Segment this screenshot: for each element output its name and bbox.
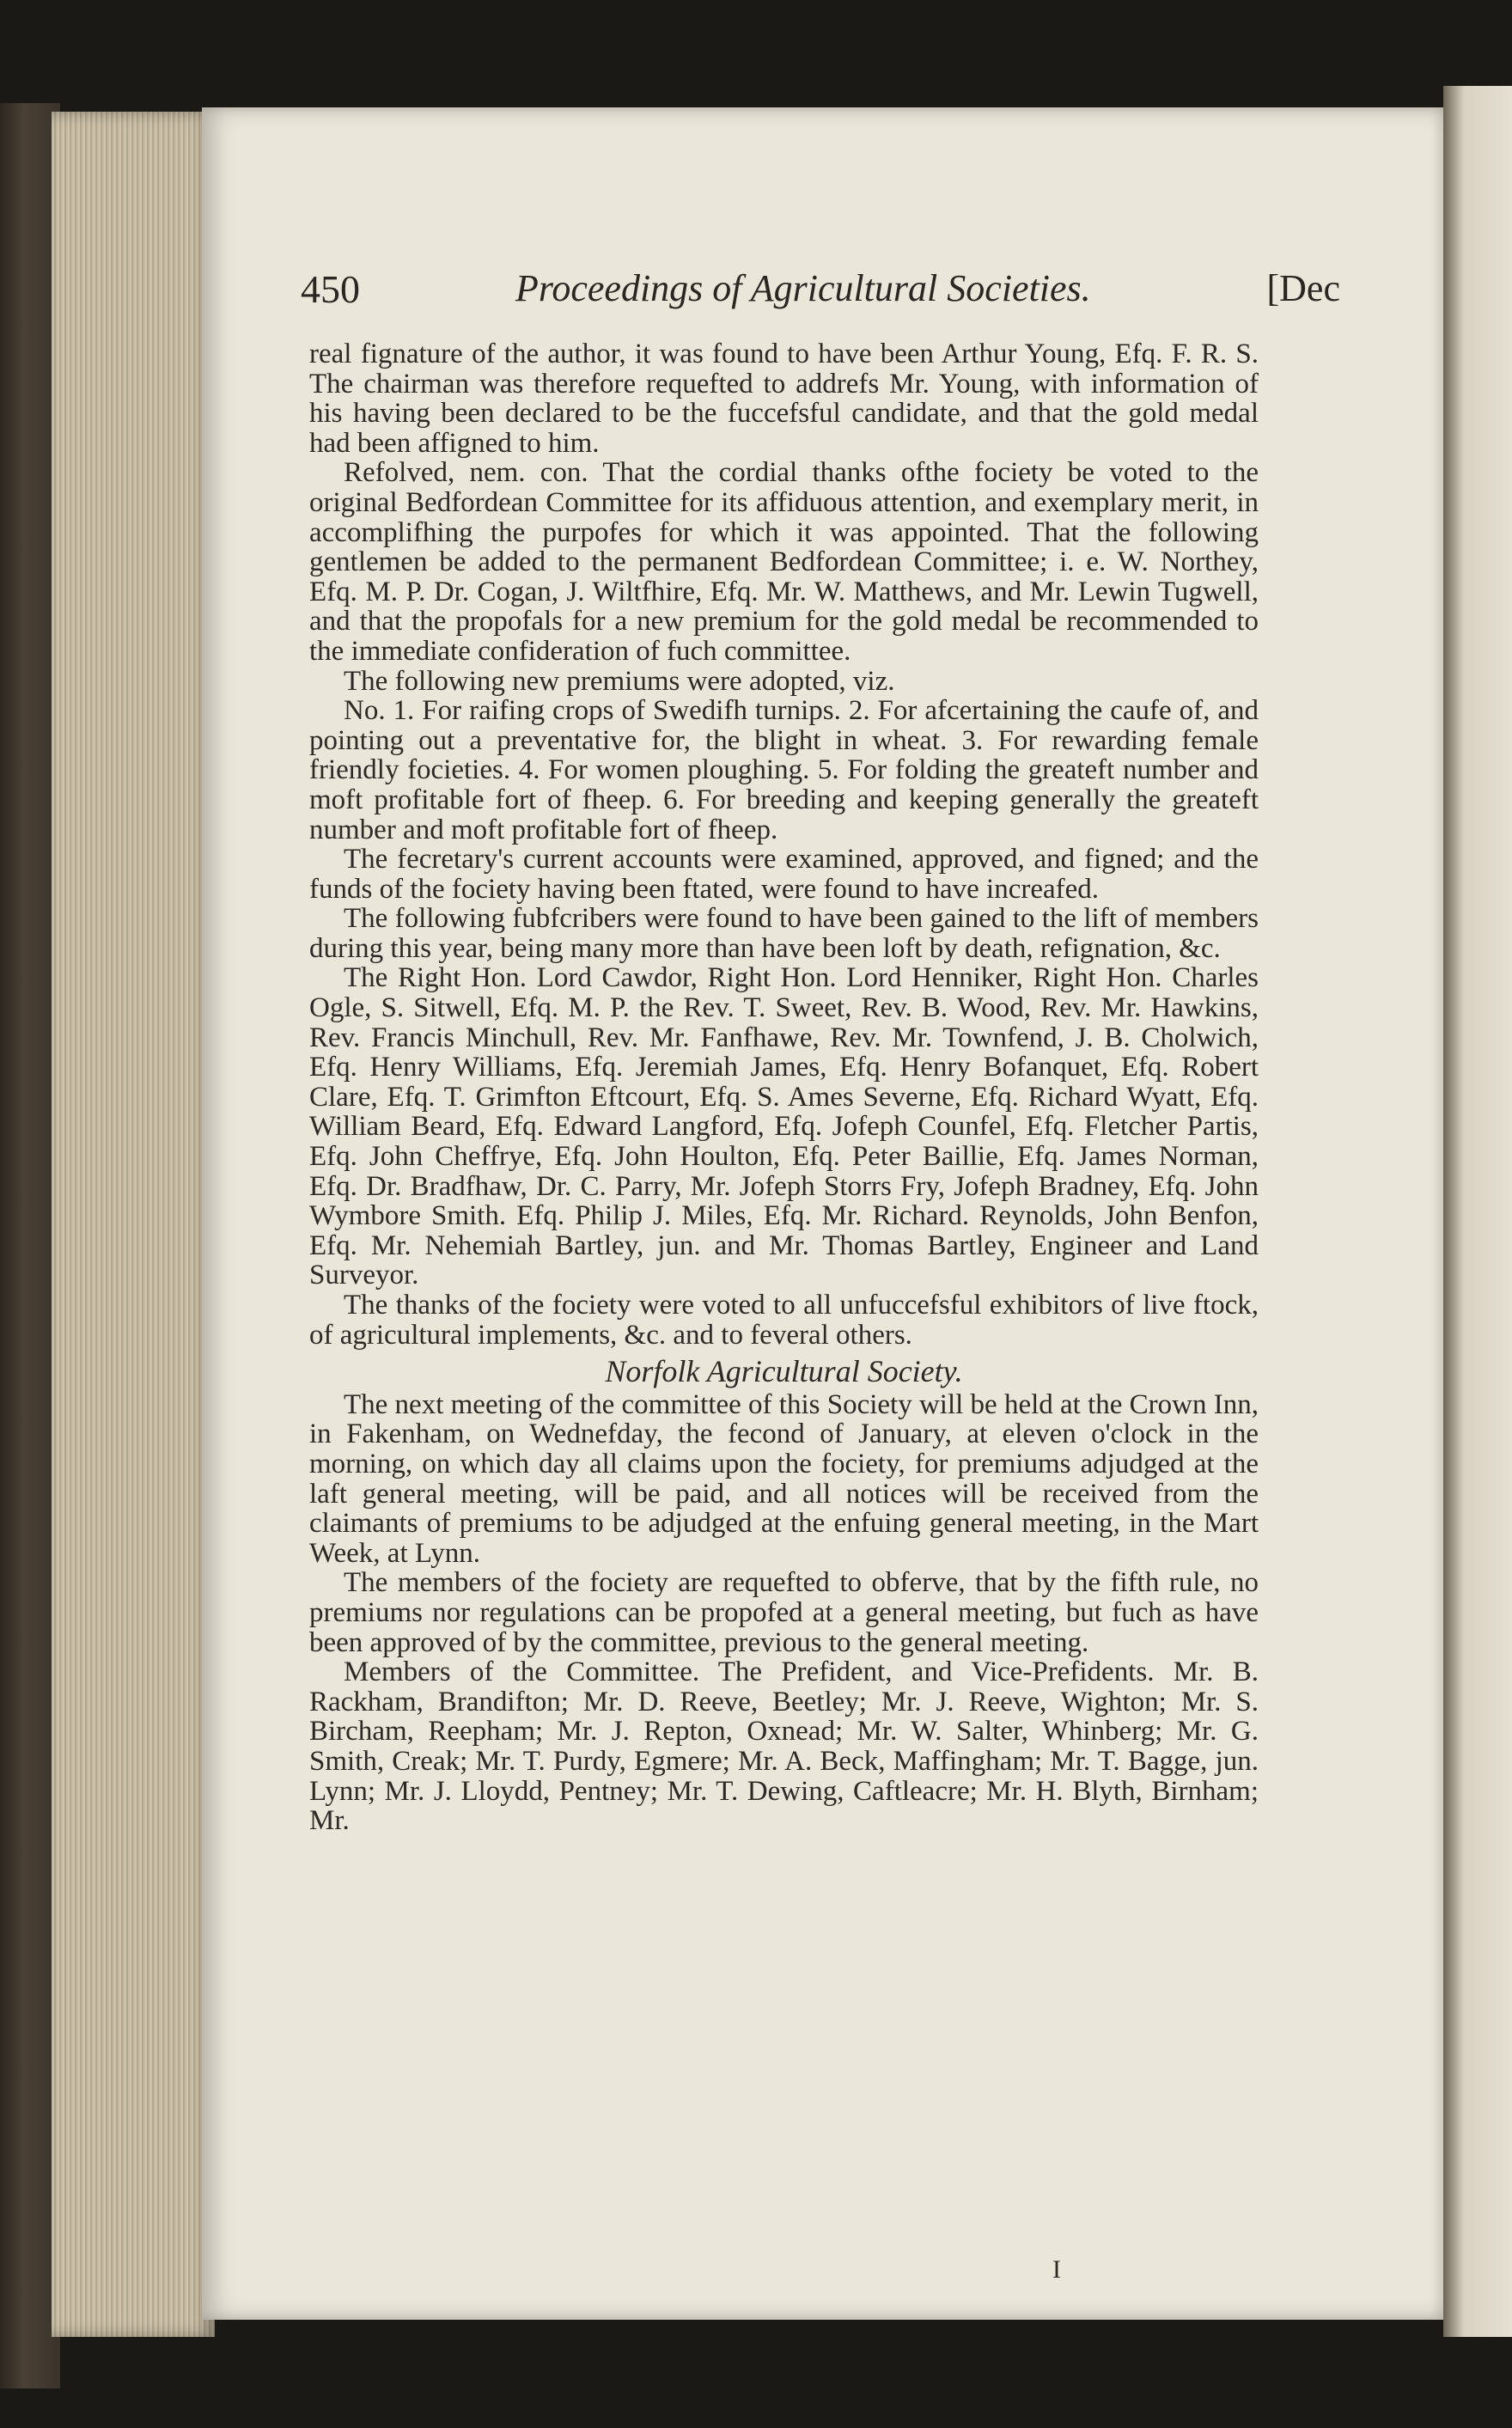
running-title: Proceedings of Agricultural Societies. <box>515 267 1091 309</box>
book-page <box>202 107 1443 2320</box>
paragraph: The Right Hon. Lord Cawdor, Right Hon. Lord Henniker, Right Hon. Charles Ogle, S. Sitwell, Efq. M. P. the Rev. T. Sweet, Rev. B. Wood, Rev. Mr. Hawkins, Rev. Francis Minchull, Rev. Mr. Fanfhawe, Rev. Mr. Townfend, J. B. Cholwich, Efq. Henry Williams, Efq. Jeremiah James, Efq. Henry Bofanquet, Efq. Robert Clare, Efq. T. Grimfton Eftcourt, Efq. S. Ames Severne, Efq. Richard Wyatt, Efq. William Beard, Efq. Edward Langford, Efq. Jofeph Counfel, Efq. Fletcher Partis, Efq. John Cheffrye, Efq. John Houlton, Efq. Peter Baillie, Efq. James Norman, Efq. Dr. Bradfhaw, Dr. C. Parry, Mr. Jofeph Storrs Fry, Jofeph Bradney, Efq. John Wymbore Smith. Efq. Philip J. Miles, Efq. Mr. Richard. Reynolds, John Benfon, Efq. Mr. Nehemiah Bartley, jun. and Mr. Thomas Bartley, Engineer and Land Surveyor. <box>309 962 1259 1291</box>
page-header <box>301 266 1340 326</box>
paragraph: The next meeting of the committee of this Society will be held at the Crown Inn, in Fakenham, on Wednefday, the fecond of January, at eleven o'clock in the morning, on which day all claims upon the fociety, for premiums adjudged at the laft general meeting, will be paid, and all notices will be received from the claimants of premiums to be adjudged at the enfuing general meeting, in the Mart Week, at Lynn. <box>309 1388 1259 1569</box>
page-stack-edge <box>52 112 215 2337</box>
catchword: I <box>1052 2255 1061 2284</box>
page-number: 450 <box>301 267 360 311</box>
paragraph: Refolved, nem. con. That the cordial thanks ofthe fociety be voted to the original Bedfordean Committee for its affiduous attention, and exemplary merit, in accomplifhing the purpofes for which it was appointed. That the following gentlemen be added to the permanent Bedfordean Committee; i. e. W. Northey, Efq. M. P. Dr. Cogan, J. Wiltfhire, Efq. Mr. W. Matthews, and Mr. Lewin Tugwell, and that the propofals for a new premium for the gold medal be recommended to the immediate confideration of fuch committee. <box>309 457 1259 667</box>
running-month: [Dec <box>1266 267 1340 309</box>
section-title: Norfolk Agricultural Society. <box>605 1354 963 1389</box>
paragraph: The following fubfcribers were found to have been gained to the lift of members during this year, being many more than have been loft by death, refignation, &c. <box>309 903 1259 964</box>
paragraph: The following new premiums were adopted, viz. <box>344 665 895 697</box>
paragraph: real fignature of the author, it was found to have been Arthur Young, Efq. F. R. S. The chairman was therefore requefted to addrefs Mr. Young, with information of his having been declared to be the fuccefsful candidate, and that the gold medal had been affigned to him. <box>309 339 1259 459</box>
paragraph: Members of the Committee. The Prefident, and Vice-Prefidents. Mr. B. Rackham, Brandifton; Mr. D. Reeve, Beetley; Mr. J. Reeve, Wighton; Mr. S. Bircham, Reepham; Mr. J. Repton, Oxnead; Mr. W. Salter, Whinberg; Mr. G. Smith, Creak; Mr. T. Purdy, Egmere; Mr. A. Beck, Maffingham; Mr. T. Bagge, jun. Lynn; Mr. J. Lloydd, Pentney; Mr. T. Dewing, Caftleacre; Mr. H. Blyth, Birnham; Mr. <box>309 1656 1259 1837</box>
paragraph: No. 1. For raifing crops of Swedifh turnips. 2. For afcertaining the caufe of, and pointing out a preventative for, the blight in wheat. 3. For rewarding female friendly focieties. 4. For women ploughing. 5. For folding the greateft number and moft profitable fort of fheep. 6. For breeding and keeping generally the greateft number and moft profitable fort of fheep. <box>309 695 1259 845</box>
paragraph: The thanks of the fociety were voted to all unfuccefsful exhibitors of live ftock, of agricultural implements, &c. and to feveral others. <box>309 1290 1259 1351</box>
paragraph: The fecretary's current accounts were examined, approved, and figned; and the funds of the fociety having been ftated, were found to have increafed. <box>309 844 1259 905</box>
facing-page-edge <box>1443 86 1512 2337</box>
page-body <box>309 339 1259 1836</box>
paragraph: The members of the fociety are requefted to obferve, that by the fifth rule, no premiums nor regulations can be propofed at a general meeting, but fuch as have been approved of by the committee, previous to the general meeting. <box>309 1567 1259 1658</box>
